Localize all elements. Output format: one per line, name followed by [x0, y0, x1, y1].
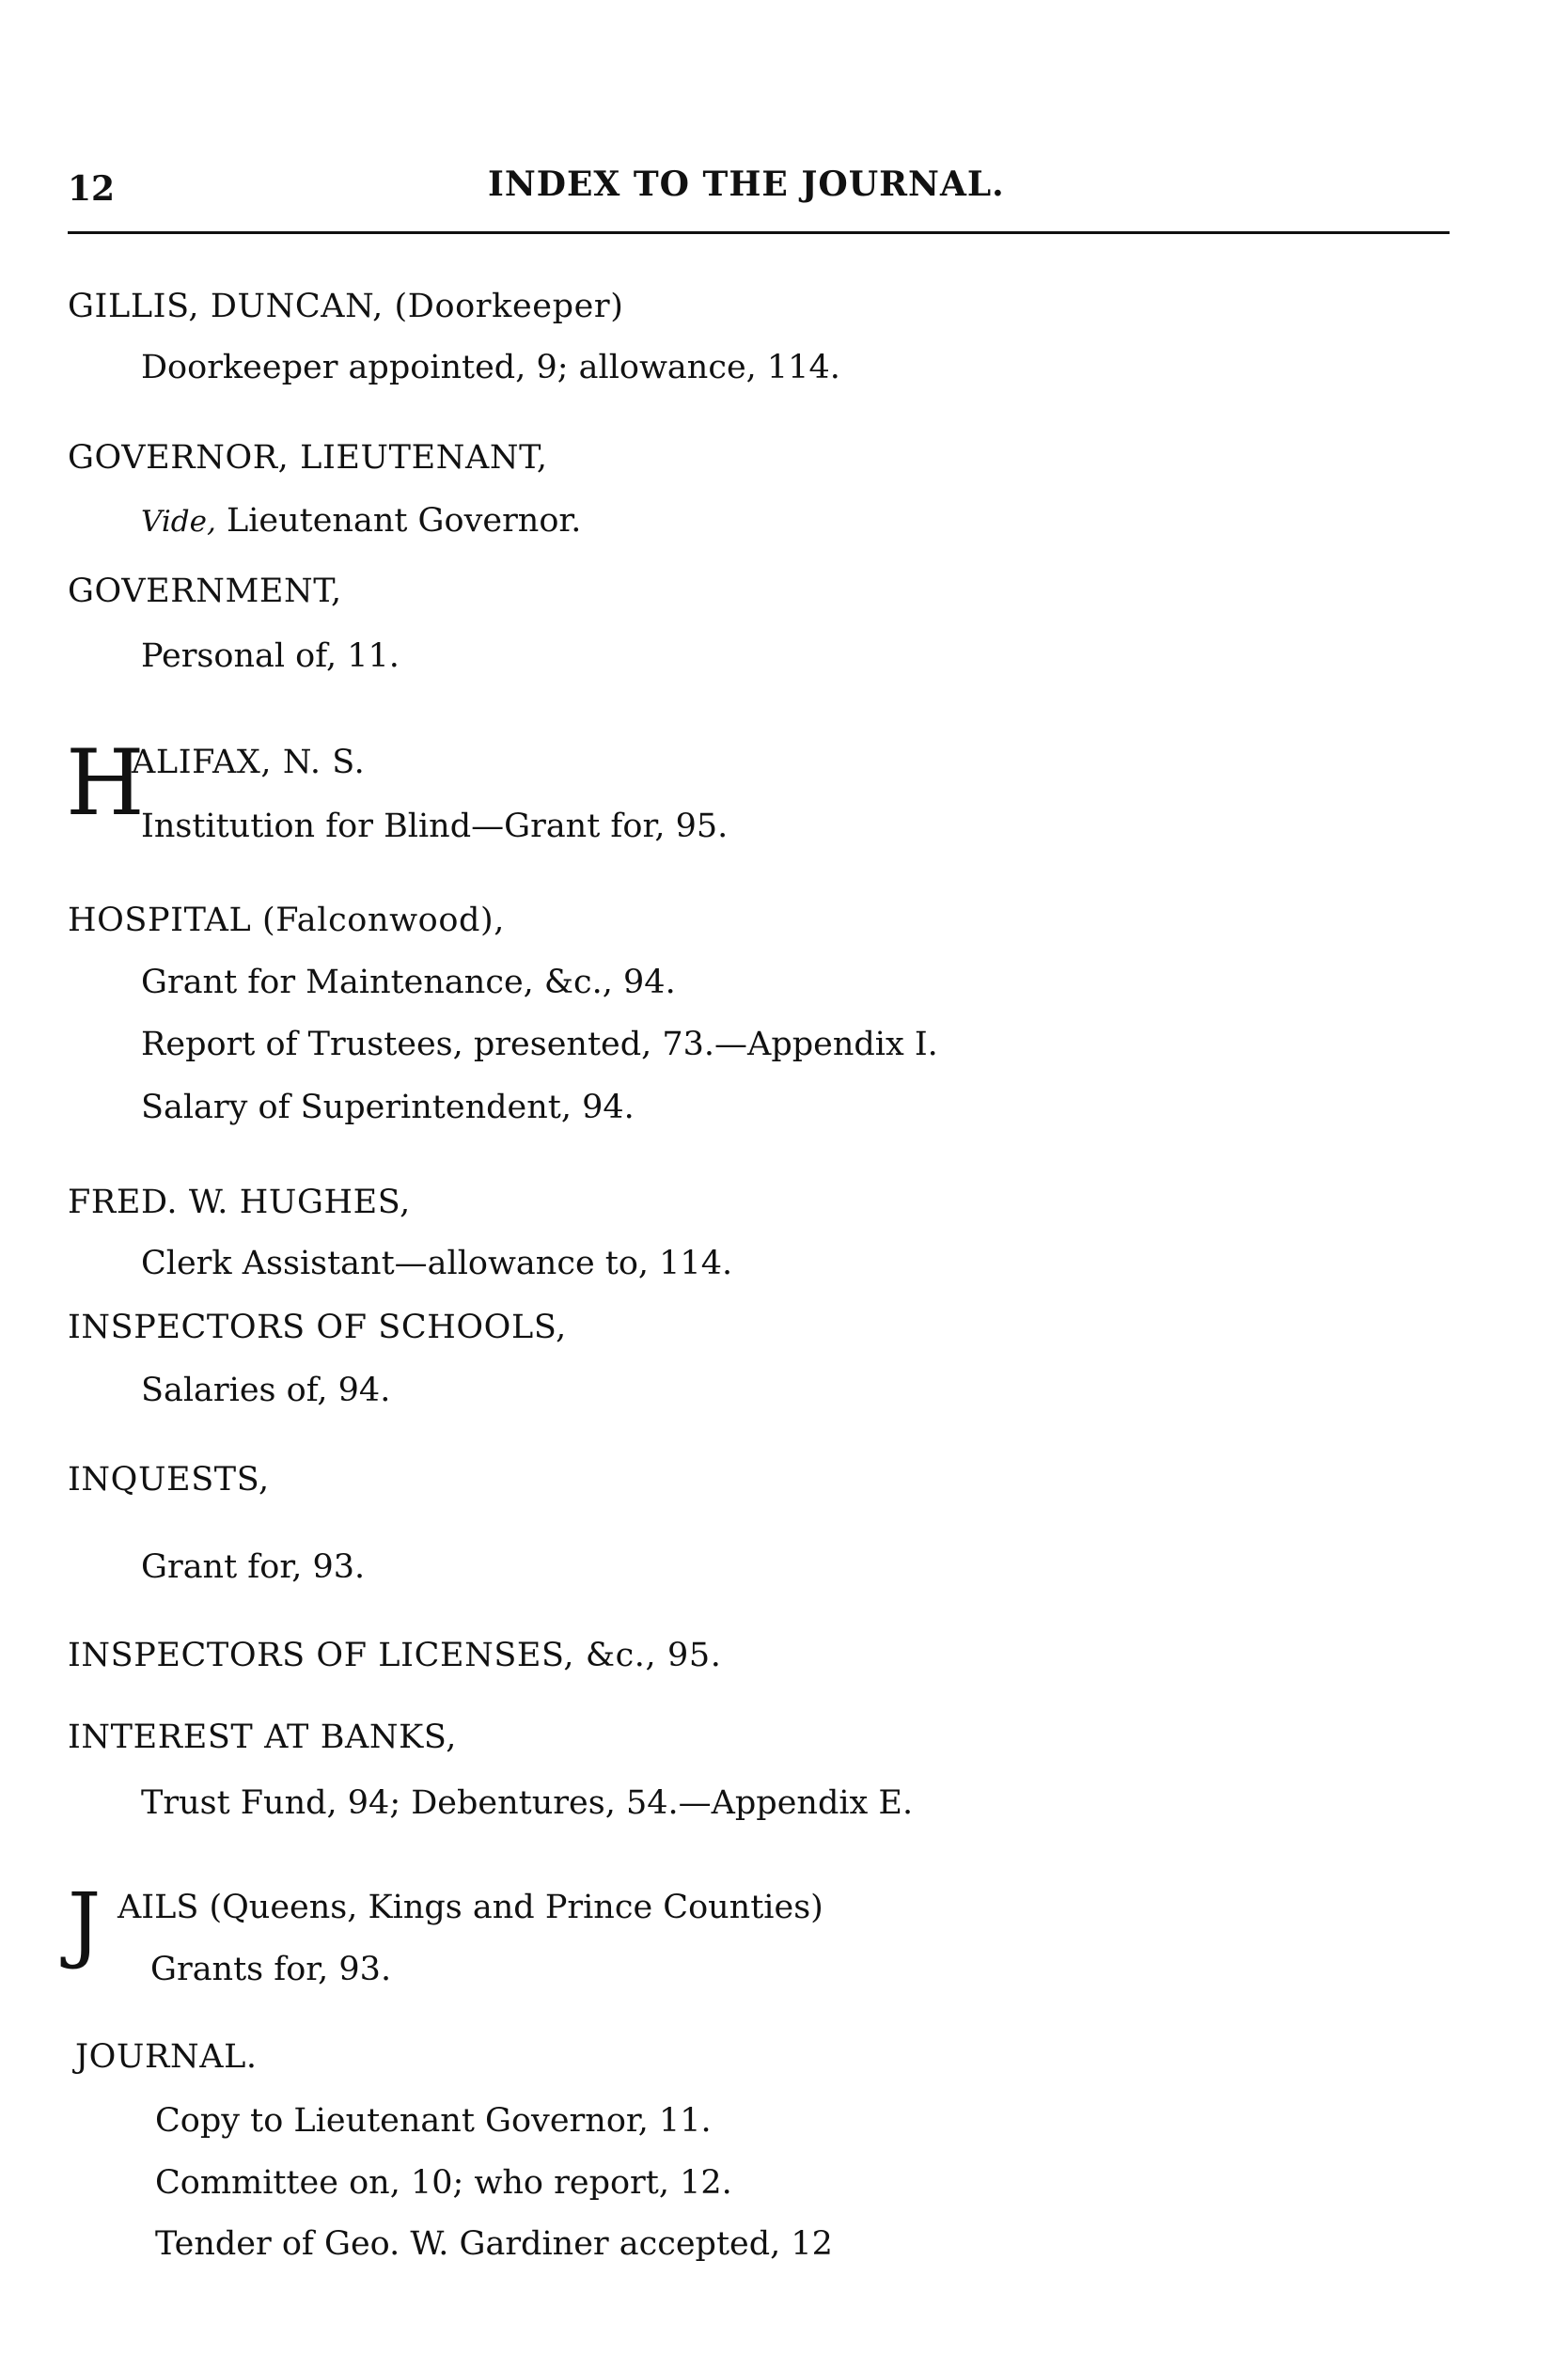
entry-item-inquests-1: Grant for, 93. — [141, 1548, 366, 1586]
page-number: 12 — [68, 169, 116, 209]
entry-item-journal-2: Committee on, 10; who report, 12. — [155, 2164, 732, 2202]
entry-item-halifax-1: Institution for Blind—Grant for, 95. — [141, 808, 729, 845]
vide-label: Vide, — [141, 505, 216, 539]
entry-heading-governor: GOVERNOR, LIEUTENANT, — [68, 439, 548, 477]
entry-heading-inquests: INQUESTS, — [68, 1461, 270, 1499]
vide-target: Lieutenant Governor. — [226, 502, 582, 540]
entry-item-governor-1 — [141, 501, 581, 541]
entry-item-gillis-1: Doorkeeper appointed, 9; allowance, 114. — [141, 349, 840, 386]
entry-heading-inspectors-schools: INSPECTORS OF SCHOOLS, — [68, 1309, 567, 1346]
entry-heading-halifax: ALIFAX, N. S. — [132, 744, 366, 781]
entry-item-hospital-3: Salary of Superintendent, 94. — [141, 1089, 635, 1126]
entry-item-inspectors-schools-1: Salaries of, 94. — [141, 1372, 391, 1409]
entry-heading-inspectors-licenses: INSPECTORS OF LICENSES, &c., 95. — [68, 1637, 722, 1674]
entry-heading-government: GOVERNMENT, — [68, 573, 342, 610]
entry-heading-hughes: FRED. W. HUGHES, — [68, 1184, 411, 1221]
entry-item-hospital-1: Grant for Maintenance, &c., 94. — [141, 964, 676, 1001]
entry-item-journal-1: Copy to Lieutenant Governor, 11. — [155, 2102, 712, 2140]
page-header — [68, 150, 1450, 207]
entry-item-hospital-2: Report of Trustees, presented, 73.—Appendix I. — [141, 1026, 938, 1063]
entry-heading-hospital: HOSPITAL (Falconwood), — [68, 902, 505, 939]
entry-item-government-1: Personal of, 11. — [141, 637, 400, 675]
entry-item-jails-1: Grants for, 93. — [150, 1951, 392, 1988]
entry-heading-interest: INTEREST AT BANKS, — [68, 1719, 457, 1756]
running-title: INDEX TO THE JOURNAL. — [488, 165, 1005, 204]
entry-item-journal-3: Tender of Geo. W. Gardiner accepted, 12 — [155, 2225, 833, 2263]
dropcap-j: J — [68, 1875, 102, 1971]
entry-heading-jails: AILS (Queens, Kings and Prince Counties) — [118, 1889, 823, 1926]
entry-heading-gillis: GILLIS, DUNCAN, (Doorkeeper) — [68, 288, 624, 325]
dropcap-h: H — [66, 730, 145, 836]
entry-item-interest-1: Trust Fund, 94; Debentures, 54.—Appendix E. — [141, 1784, 914, 1822]
entry-heading-journal: JOURNAL. — [75, 2038, 258, 2076]
header-rule — [68, 231, 1450, 234]
entry-item-hughes-1: Clerk Assistant—allowance to, 114. — [141, 1245, 733, 1282]
